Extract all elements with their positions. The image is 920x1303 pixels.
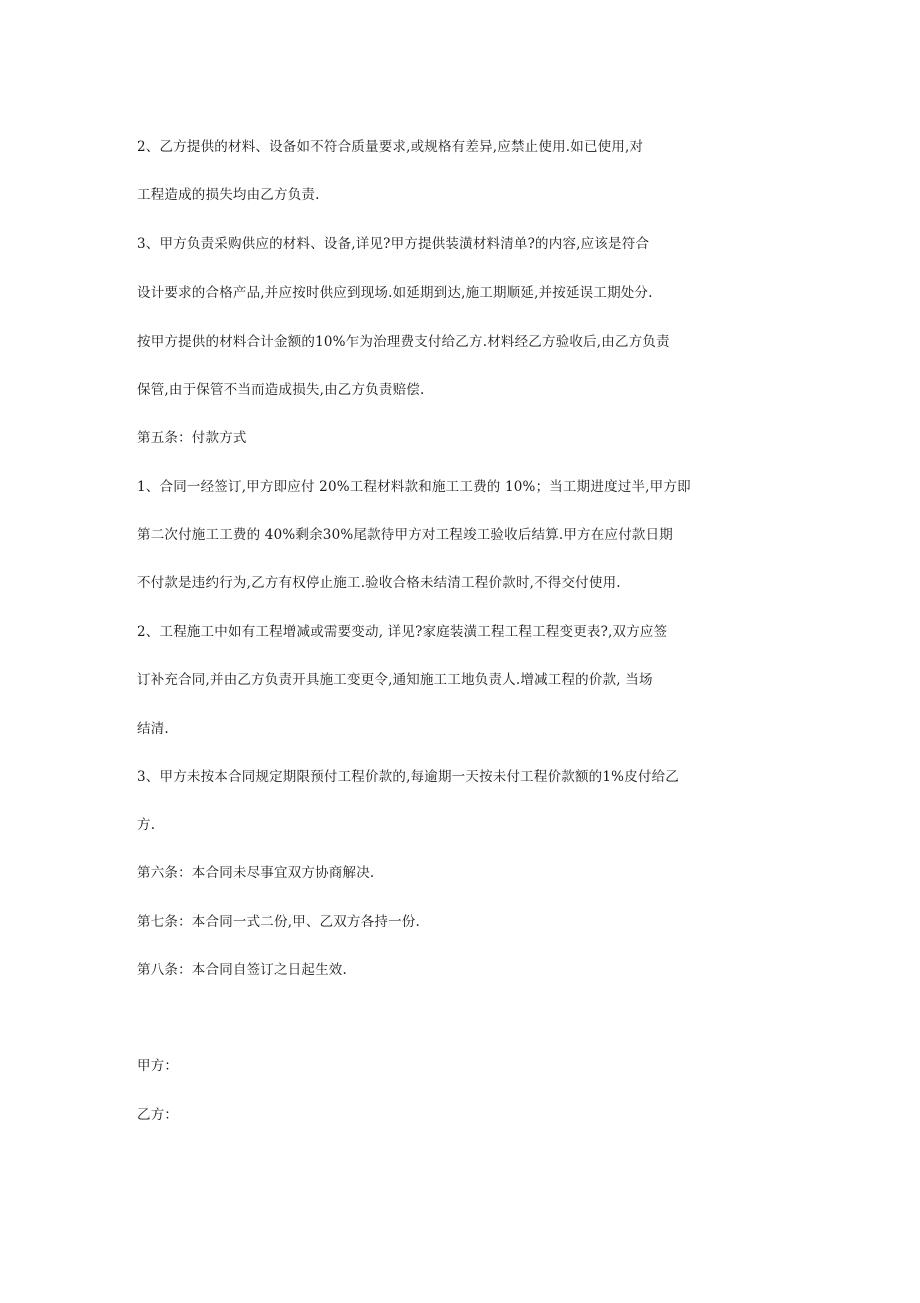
party-a-signature-label: 甲方： xyxy=(137,1058,179,1074)
clause-5-item-3-line-1: 3、甲方未按本合同规定期限预付工程价款的,每逾期一天按未付工程价款额的1%皮付给乙 xyxy=(137,769,679,785)
clause-5-item-1-line-1: 1、合同一经签订,甲方即应付 20%工程材料款和施工工费的 10%；当工期进度过半,甲方即 xyxy=(137,479,691,495)
clause-4-item-2-line-2: 工程造成的损失均由乙方负责. xyxy=(137,187,320,203)
clause-5-item-2-line-2: 订补充合同,并由乙方负责开具施工变更令,通知施工工地负责人.增减工程的价款, 当场 xyxy=(137,672,653,688)
clause-8: 第八条：本合同自签订之日起生效. xyxy=(137,962,347,978)
clause-7: 第七条：本合同一式二份,甲、乙双方各持一份. xyxy=(137,914,420,930)
clause-5-heading: 第五条：付款方式 xyxy=(137,430,247,446)
clause-5-item-3-line-2: 方. xyxy=(137,817,156,833)
clause-4-item-3-line-1: 3、甲方负责采购供应的材料、设备,详见?甲方提供装潢材料清单?的内容,应该是符合 xyxy=(137,236,650,252)
clause-5-item-2-line-1: 2、工程施工中如有工程增减或需要变动, 详见?家庭装潢工程工程工程变更表?,双方应签 xyxy=(137,624,668,640)
clause-5-item-2-line-3: 结清. xyxy=(137,721,169,737)
clause-4-item-2-line-1: 2、乙方提供的材料、设备如不符合质量要求,或规格有差异,应禁止使用.如已使用,对 xyxy=(137,139,644,155)
clause-4-item-3-line-3: 按甲方提供的材料合计金额的10%乍为治理费支付给乙方.材料经乙方验收后,由乙方负责 xyxy=(137,334,670,350)
clause-5-item-1-line-2: 第二次付施工工费的 40%剩余30%尾款待甲方对工程竣工验收后结算.甲方在应付款日期 xyxy=(137,527,673,543)
clause-6: 第六条：本合同未尽事宜双方协商解决. xyxy=(137,865,375,881)
clause-4-item-3-line-4: 保管,由于保管不当而造成损失,由乙方负责赔偿. xyxy=(137,382,425,398)
party-b-signature-label: 乙方： xyxy=(137,1107,179,1123)
clause-4-item-3-line-2: 设计要求的合格产品,并应按时供应到现场.如延期到达,施工期顺延,并按延误工期处分. xyxy=(137,285,653,301)
clause-5-item-1-line-3: 不付款是违约行为,乙方有权停止施工.验收合格未结清工程价款时,不得交付使用. xyxy=(137,575,621,591)
